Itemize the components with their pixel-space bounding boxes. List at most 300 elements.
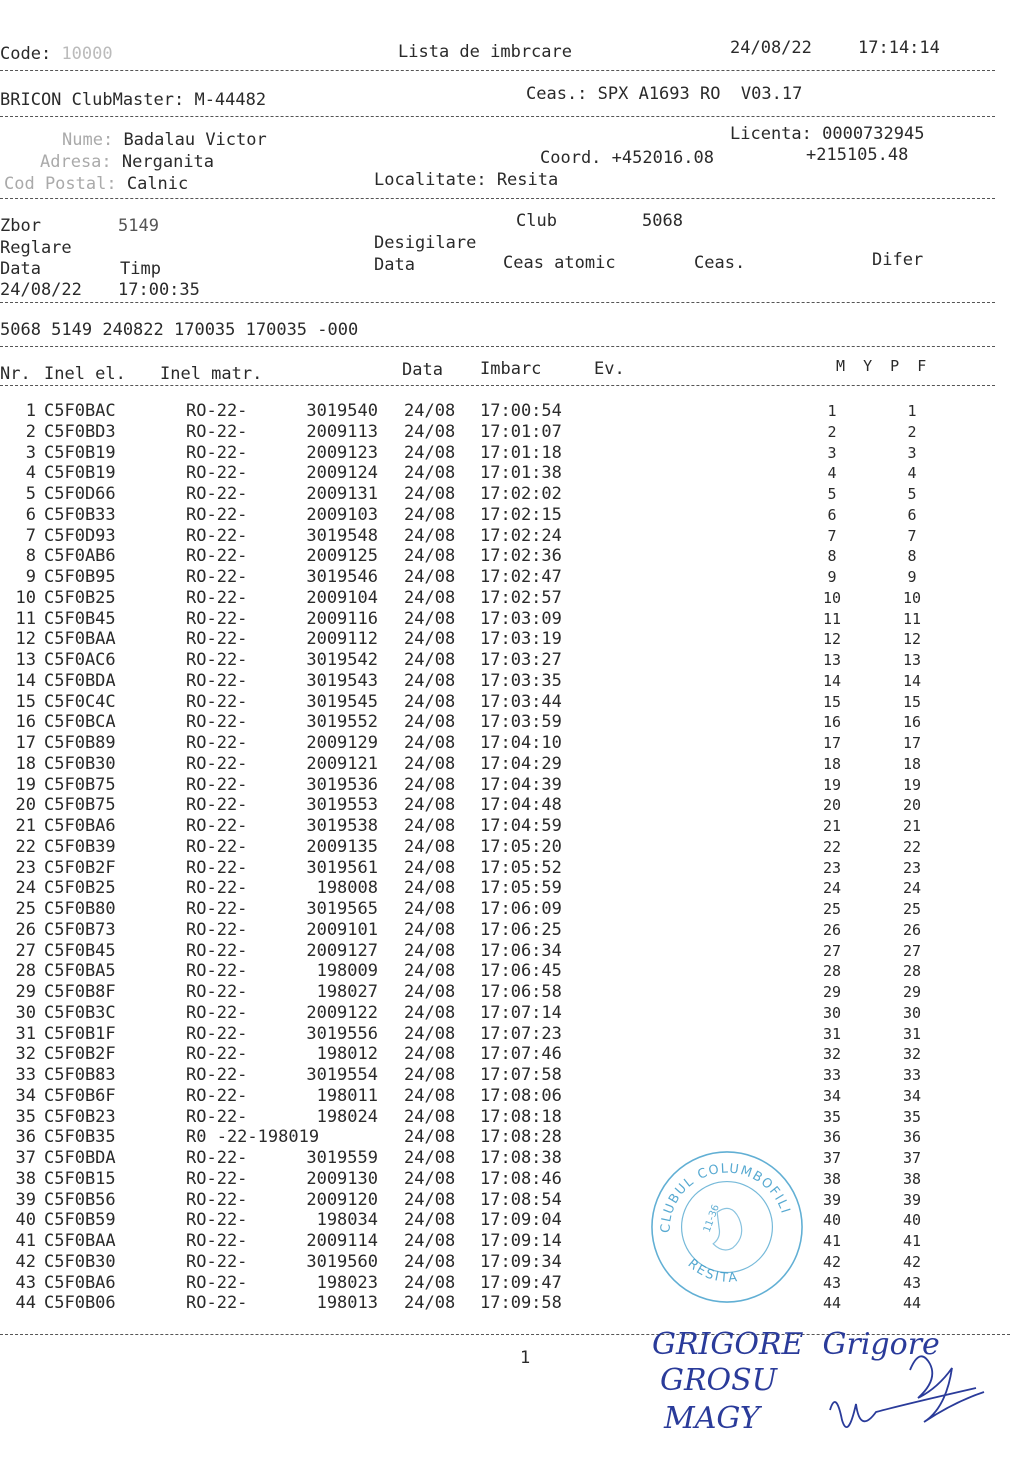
arrival-time: 17:03:59 (480, 712, 562, 733)
arrival-date: 24/08 (404, 919, 456, 940)
arrival-time: 17:02:02 (480, 484, 562, 504)
arrival-time: 17:08:06 (480, 1085, 562, 1106)
table-row (0, 775, 1024, 796)
arrival-time: 17:09:04 (480, 1210, 562, 1231)
arrival-time: 17:09:14 (480, 1231, 562, 1251)
club-stamp (648, 1148, 806, 1306)
ring-prefix: RO-22- (186, 504, 248, 525)
table-row (0, 422, 1024, 443)
arrival-time: 17:00:54 (480, 401, 562, 421)
rank-p: 9 (907, 568, 917, 586)
arrival-date: 24/08 (404, 1189, 456, 1210)
table-row (0, 1293, 1024, 1314)
arrival-date: 24/08 (404, 1148, 456, 1168)
ring-prefix: RO-22- (186, 816, 248, 836)
rank-p: 8 (907, 547, 917, 566)
arrival-time: 17:06:25 (480, 919, 562, 940)
arrival-date: 24/08 (404, 525, 456, 546)
col-imbarc: Imbarc (480, 359, 542, 379)
row-number: 41 (15, 1231, 36, 1251)
ring-number: 198023 (316, 1272, 378, 1293)
arrival-date: 24/08 (404, 484, 456, 504)
ring-number: 3019538 (306, 816, 378, 836)
table-row (0, 1148, 1024, 1169)
table-row (0, 1107, 1024, 1128)
ring-number: 2009131 (306, 484, 378, 504)
timp-label: Timp (120, 259, 161, 279)
rank-p: 26 (902, 920, 922, 939)
table-row (0, 401, 1024, 422)
arrival-date: 24/08 (404, 670, 456, 691)
electronic-ring: C5F0B2F (44, 857, 116, 878)
ring-number: 2009104 (306, 587, 378, 608)
electronic-ring: C5F0B35 (44, 1127, 116, 1148)
ring-prefix: RO-22- (186, 940, 248, 961)
arrival-date: 24/08 (404, 1293, 456, 1314)
code-value: 10000 (61, 44, 113, 64)
row-number: 12 (15, 629, 36, 650)
rank-p: 12 (902, 630, 922, 649)
col-inel-el: Inel el. (44, 364, 126, 384)
divider (0, 70, 995, 71)
ring-number: 198008 (316, 878, 378, 899)
data-label: Data (0, 259, 41, 279)
electronic-ring: C5F0BA6 (44, 816, 116, 836)
arrival-time: 17:03:19 (480, 629, 562, 650)
ring-prefix: RO-22- (186, 691, 248, 712)
ring-number: 2009113 (306, 421, 378, 442)
electronic-ring: C5F0B56 (44, 1189, 116, 1210)
rank-m: 24 (822, 879, 842, 898)
rank-p: 36 (902, 1128, 922, 1147)
arrival-date: 24/08 (404, 1106, 456, 1127)
arrival-time: 17:04:39 (480, 774, 562, 795)
rank-m: 33 (822, 1066, 842, 1084)
rank-p: 7 (907, 526, 917, 545)
rank-m: 32 (822, 1045, 842, 1064)
stamp-top-text: CLUBUL COLUMBOFILI (658, 1161, 793, 1234)
rank-p: 38 (902, 1169, 922, 1188)
ring-prefix: RO-22- (186, 587, 248, 608)
rank-m: 44 (822, 1294, 842, 1313)
arrival-date: 24/08 (404, 899, 456, 919)
owner-address: Adresa: Nerganita (40, 152, 215, 172)
arrival-time: 17:09:58 (480, 1293, 562, 1314)
rank-m: 5 (827, 485, 837, 503)
ring-number: 2009120 (306, 1189, 378, 1210)
ring-number: 3019548 (306, 525, 378, 546)
electronic-ring: C5F0B25 (44, 878, 116, 899)
ring-prefix: RO-22- (186, 650, 248, 670)
rank-m: 34 (822, 1086, 842, 1105)
ring-prefix: RO-22- (186, 1189, 248, 1210)
electronic-ring: C5F0B39 (44, 836, 116, 857)
ring-prefix: RO-22- (186, 1210, 248, 1231)
rank-m: 25 (822, 900, 842, 918)
ring-number: 198012 (316, 1044, 378, 1065)
row-number: 31 (15, 1023, 36, 1044)
ring-number: 198034 (316, 1210, 378, 1231)
rank-p: 33 (902, 1066, 922, 1084)
rank-m: 10 (822, 588, 842, 607)
arrival-time: 17:04:48 (480, 795, 562, 816)
document-title: Lista de imbrcare (398, 42, 572, 62)
col-data: Data (402, 360, 443, 380)
row-number: 27 (15, 940, 36, 961)
rank-m: 2 (827, 422, 837, 441)
arrival-date: 24/08 (404, 857, 456, 878)
rank-m: 14 (822, 671, 842, 690)
electronic-ring: C5F0BAA (44, 629, 116, 650)
table-row (0, 692, 1024, 713)
ring-prefix: RO-22- (186, 1231, 248, 1251)
rank-m: 41 (822, 1232, 842, 1250)
row-number: 2 (25, 421, 36, 442)
rank-p: 34 (902, 1086, 922, 1105)
arrival-time: 17:01:07 (480, 421, 562, 442)
rank-m: 9 (827, 568, 837, 586)
arrival-date: 24/08 (404, 940, 456, 961)
divider (0, 302, 995, 303)
ring-number: 3019561 (306, 857, 378, 878)
rank-m: 36 (822, 1128, 842, 1147)
rank-p: 25 (902, 900, 922, 918)
rank-m: 38 (822, 1169, 842, 1188)
rank-m: 11 (822, 609, 842, 628)
arrival-date: 24/08 (404, 608, 456, 629)
ring-number: 3019560 (306, 1251, 378, 1272)
arrival-time: 17:04:59 (480, 816, 562, 836)
ring-number: 2009103 (306, 504, 378, 525)
col-nr: Nr. (0, 364, 31, 384)
arrival-time: 17:01:38 (480, 463, 562, 484)
rank-m: 16 (822, 713, 842, 732)
electronic-ring: C5F0B06 (44, 1293, 116, 1314)
ring-prefix: RO-22- (186, 1293, 248, 1314)
arrival-time: 17:03:27 (480, 650, 562, 670)
rank-p: 10 (902, 588, 922, 607)
ring-prefix: RO-22- (186, 546, 248, 567)
electronic-ring: C5F0BDA (44, 1148, 116, 1168)
rank-p: 22 (902, 837, 922, 856)
row-number: 26 (15, 919, 36, 940)
rank-p: 15 (902, 692, 922, 711)
owner-name: Nume: Badalau Victor (62, 130, 267, 150)
ring-prefix: RO-22- (186, 857, 248, 878)
electronic-ring: C5F0B95 (44, 567, 116, 587)
coordinates-secondary: +215105.48 (806, 145, 909, 165)
table-row (0, 629, 1024, 650)
row-number: 37 (15, 1148, 36, 1168)
electronic-ring: C5F0B25 (44, 587, 116, 608)
ring-prefix: RO-22- (186, 1085, 248, 1106)
row-number: 23 (15, 857, 36, 878)
rank-p: 30 (902, 1003, 922, 1022)
flight-code-line: 5068 5149 240822 170035 170035 -000 (0, 320, 359, 340)
row-number: 42 (15, 1251, 36, 1272)
col-ev: Ev. (594, 359, 625, 379)
electronic-ring: C5F0BAC (44, 401, 116, 421)
table-row (0, 588, 1024, 609)
signature-line-3: MAGY (664, 1401, 760, 1436)
arrival-date: 24/08 (404, 1272, 456, 1293)
table-row (0, 920, 1024, 941)
electronic-ring: C5F0B75 (44, 795, 116, 816)
arrival-time: 17:07:58 (480, 1065, 562, 1085)
table-row (0, 609, 1024, 630)
row-number: 14 (15, 670, 36, 691)
ring-prefix: RO-22- (186, 1065, 248, 1085)
rank-p: 20 (902, 796, 922, 815)
row-number: 20 (15, 795, 36, 816)
arrival-date: 24/08 (404, 1085, 456, 1106)
rank-m: 6 (827, 505, 837, 524)
ring-prefix: RO-22- (186, 1002, 248, 1023)
arrival-date: 24/08 (404, 421, 456, 442)
electronic-ring: C5F0B19 (44, 463, 116, 484)
arrival-time: 17:06:58 (480, 982, 562, 1002)
rank-m: 3 (827, 443, 837, 462)
row-number: 19 (15, 774, 36, 795)
row-number: 24 (15, 878, 36, 899)
rank-m: 29 (822, 983, 842, 1001)
arrival-time: 17:07:14 (480, 1002, 562, 1023)
ring-number: 198013 (316, 1293, 378, 1314)
svg-text:RESITA (685, 1256, 740, 1286)
table-row (0, 733, 1024, 754)
rank-p: 35 (902, 1107, 922, 1126)
arrival-time: 17:08:18 (480, 1106, 562, 1127)
rank-p: 4 (907, 464, 917, 483)
ring-prefix: RO-22- (186, 733, 248, 753)
arrival-date: 24/08 (404, 733, 456, 753)
row-number: 17 (15, 733, 36, 753)
row-number: 7 (25, 525, 36, 546)
electronic-ring: C5F0B83 (44, 1065, 116, 1085)
signature-scribble (820, 1340, 1010, 1450)
ring-number: 2009114 (306, 1231, 378, 1251)
ring-prefix: RO-22- (186, 982, 248, 1002)
arrival-date: 24/08 (404, 1231, 456, 1251)
row-number: 28 (15, 961, 36, 982)
table-row (0, 484, 1024, 505)
ring-number: 198009 (316, 961, 378, 982)
ring-prefix: RO-22- (186, 919, 248, 940)
rank-m: 31 (822, 1024, 842, 1043)
arrival-date: 24/08 (404, 691, 456, 712)
rank-p: 14 (902, 671, 922, 690)
ring-prefix: RO-22- (186, 463, 248, 484)
code-label: Code: 10000 (0, 44, 113, 64)
rank-p: 18 (902, 754, 922, 773)
electronic-ring: C5F0B45 (44, 940, 116, 961)
rank-p: 16 (902, 713, 922, 732)
row-number: 4 (25, 463, 36, 484)
arrival-date: 24/08 (404, 1168, 456, 1189)
ring-number: 3019559 (306, 1148, 378, 1168)
ceas-atomic-label: Ceas atomic (503, 253, 616, 273)
arrival-date: 24/08 (404, 567, 456, 587)
arrival-date: 24/08 (404, 629, 456, 650)
table-row (0, 982, 1024, 1003)
electronic-ring: C5F0AB6 (44, 546, 116, 567)
table-row (0, 1190, 1024, 1211)
rank-m: 4 (827, 464, 837, 483)
arrival-date: 24/08 (404, 1065, 456, 1085)
arrival-date: 24/08 (404, 463, 456, 484)
ring-number: 2009112 (306, 629, 378, 650)
ring-number: 2009121 (306, 753, 378, 774)
divider (0, 116, 995, 117)
rank-p: 31 (902, 1024, 922, 1043)
ring-number: 2009123 (306, 442, 378, 463)
electronic-ring: C5F0AC6 (44, 650, 116, 670)
ring-prefix: RO-22- (186, 1106, 248, 1127)
stamp-center-text: 11-36 (701, 1203, 722, 1234)
rank-m: 13 (822, 651, 842, 669)
ring-number: 198011 (316, 1085, 378, 1106)
ring-prefix: RO-22- (186, 401, 248, 421)
table-row (0, 712, 1024, 733)
rank-m: 21 (822, 817, 842, 835)
row-number: 38 (15, 1168, 36, 1189)
arrival-time: 17:02:15 (480, 504, 562, 525)
data2-label: Data (374, 255, 415, 275)
ring-number: 2009129 (306, 733, 378, 753)
divider (0, 198, 995, 199)
rank-p: 42 (902, 1252, 922, 1271)
table-row (0, 526, 1024, 547)
ring-number: 3019554 (306, 1065, 378, 1085)
arrival-time: 17:06:34 (480, 940, 562, 961)
ring-number: 3019552 (306, 712, 378, 733)
rank-m: 18 (822, 754, 842, 773)
divider (0, 385, 995, 386)
row-number: 35 (15, 1106, 36, 1127)
electronic-ring: C5F0B33 (44, 504, 116, 525)
table-row (0, 1210, 1024, 1231)
ring-number: 3019546 (306, 567, 378, 587)
rank-p: 27 (902, 941, 922, 960)
rank-p: 43 (902, 1273, 922, 1292)
rank-m: 26 (822, 920, 842, 939)
ring-prefix: RO-22- (186, 795, 248, 816)
rank-p: 1 (907, 402, 917, 420)
ring-number: 2009135 (306, 836, 378, 857)
electronic-ring: C5F0BDA (44, 670, 116, 691)
arrival-time: 17:07:46 (480, 1044, 562, 1065)
ring-number: 198027 (316, 982, 378, 1002)
ring-prefix: RO-22- (186, 1023, 248, 1044)
arrival-time: 17:09:34 (480, 1251, 562, 1272)
rank-m: 7 (827, 526, 837, 545)
rank-m: 37 (822, 1149, 842, 1167)
row-number: 8 (25, 546, 36, 567)
ring-number: 2009127 (306, 940, 378, 961)
rank-p: 5 (907, 485, 917, 503)
arrival-time: 17:03:44 (480, 691, 562, 712)
arrival-time: 17:07:23 (480, 1023, 562, 1044)
electronic-ring: C5F0BA5 (44, 961, 116, 982)
zbor-label: Zbor (0, 216, 41, 236)
rank-p: 21 (902, 817, 922, 835)
table-row (0, 1086, 1024, 1107)
ring-prefix: RO-22- (186, 899, 248, 919)
arrival-date: 24/08 (404, 1044, 456, 1065)
ring-prefix: RO-22- (186, 774, 248, 795)
ring-number: 2009130 (306, 1168, 378, 1189)
arrival-time: 17:02:47 (480, 567, 562, 587)
electronic-ring: C5F0B59 (44, 1210, 116, 1231)
ring-number: 198024 (316, 1106, 378, 1127)
coordinates: Coord. +452016.08 (540, 148, 714, 168)
arrival-date: 24/08 (404, 650, 456, 670)
arrival-date: 24/08 (404, 1251, 456, 1272)
arrival-date: 24/08 (404, 774, 456, 795)
table-row (0, 1252, 1024, 1273)
row-number: 3 (25, 442, 36, 463)
row-number: 10 (15, 587, 36, 608)
arrival-time: 17:02:24 (480, 525, 562, 546)
table-row (0, 795, 1024, 816)
arrival-date: 24/08 (404, 982, 456, 1002)
arrival-date: 24/08 (404, 795, 456, 816)
rank-p: 37 (902, 1149, 922, 1167)
ring-prefix: RO-22- (186, 1148, 248, 1168)
pigeon-icon (713, 1208, 742, 1250)
ring-prefix: RO-22- (186, 442, 248, 463)
system-label: BRICON ClubMaster: M-44482 (0, 90, 267, 110)
electronic-ring: C5F0B19 (44, 442, 116, 463)
arrival-time: 17:05:52 (480, 857, 562, 878)
table-row (0, 443, 1024, 464)
stamp-bottom-text: RESITA (684, 1256, 740, 1286)
rank-m: 42 (822, 1252, 842, 1271)
ring-prefix: RO-22- (186, 961, 248, 982)
ring-prefix: RO-22- (186, 1168, 248, 1189)
arrival-date: 24/08 (404, 401, 456, 421)
divider (0, 346, 995, 347)
header-date: 24/08/22 (730, 38, 812, 58)
ring-prefix: RO-22- (186, 753, 248, 774)
electronic-ring: C5F0B89 (44, 733, 116, 753)
table-row (0, 567, 1024, 588)
table-row (0, 816, 1024, 837)
ring-prefix: RO-22- (186, 1251, 248, 1272)
electronic-ring: C5F0BA6 (44, 1272, 116, 1293)
electronic-ring: C5F0B30 (44, 753, 116, 774)
arrival-time: 17:04:10 (480, 733, 562, 753)
table-row (0, 1231, 1024, 1252)
rank-p: 3 (907, 443, 917, 462)
difer-label: Difer (872, 250, 924, 270)
arrival-date: 24/08 (404, 878, 456, 899)
row-number: 1 (25, 401, 36, 421)
clock-info: Ceas.: SPX A1693 RO V03.17 (526, 84, 803, 104)
rank-p: 24 (902, 879, 922, 898)
ring-prefix: RO-22- (186, 525, 248, 546)
desigilare-label: Desigilare (374, 233, 477, 253)
ring-number: 3019556 (306, 1023, 378, 1044)
ring-number: 2009124 (306, 463, 378, 484)
ring-number: 3019545 (306, 691, 378, 712)
arrival-time: 17:03:35 (480, 670, 562, 691)
electronic-ring: C5F0BAA (44, 1231, 116, 1251)
rank-m: 28 (822, 962, 842, 981)
arrival-date: 24/08 (404, 712, 456, 733)
arrival-time: 17:02:57 (480, 587, 562, 608)
reglare-date: 24/08/22 (0, 280, 82, 300)
